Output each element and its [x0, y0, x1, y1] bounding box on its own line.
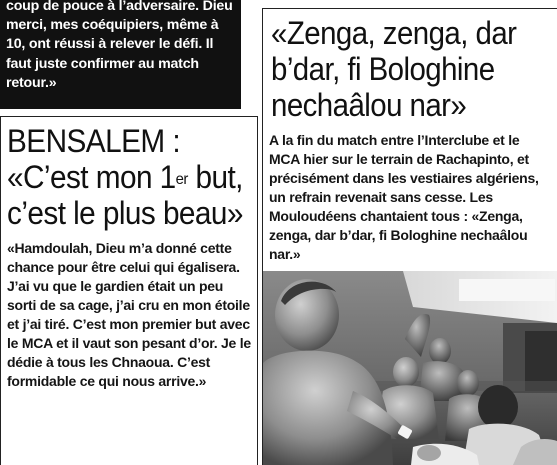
bensalem-headline-part2: but, c’est le plus beau» [7, 159, 243, 231]
bensalem-body: «Hamdoulah, Dieu m’a donné cette chance pour être celui qui égalisera. J’ai vu que le gardien était un peu sorti de sa cage, j’ai cru en mon étoile et j’ai tiré. C’est mon premier but avec le MCA et il vaut son pesant d’or. Je le dédie à tous les Chnaoua. C’est formidable ce qui nous arrive.» [7, 240, 251, 389]
locker-room-photo [263, 271, 557, 465]
bensalem-headline [7, 123, 258, 231]
zenga-body: A la fin du match entre l’Interclube et le MCA hier sur le terrain de Rachapinto, et précisément dans les vestiaires algériens, un refrain revenait sans cesse. Les Mouloudéens chantaient tous : «Zenga, zenga, dar b’dar, fi Bologhine nechaâlou nar.» [269, 132, 539, 262]
zenga-headline: «Zenga, zenga, dar b’dar, fi Bologhine nechaâlou nar» [271, 15, 517, 123]
locker-room-photo-image [263, 271, 557, 465]
quote-continuation-text: coup de pouce à l’adversaire. Dieu merci, mes coéquipiers, même à 10, ont réussi à relever le défi. Il faut juste confirmer au match retour.» [6, 0, 233, 91]
bensalem-headline-part1: BENSALEM : «C’est mon 1 [7, 123, 181, 195]
quote-continuation-box [0, 0, 241, 109]
bensalem-headline-superscript: er [175, 171, 188, 188]
bensalem-article [0, 116, 258, 465]
